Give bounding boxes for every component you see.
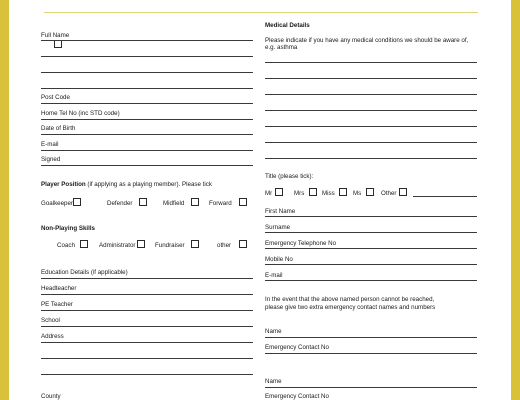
- post-code-label: Post Code: [41, 94, 70, 101]
- address-line-2[interactable]: [41, 72, 253, 73]
- headteacher-line[interactable]: [41, 294, 253, 295]
- school-address-line-3[interactable]: [41, 374, 253, 375]
- page-frame-left: [0, 0, 9, 400]
- extra-contact-2-name-label: Name: [265, 378, 282, 385]
- contact-email-line[interactable]: [265, 280, 477, 281]
- title-tick-label: Title (please tick):: [265, 173, 314, 180]
- full-name-checkbox[interactable]: [54, 40, 62, 48]
- event-instruction-line-1: In the event that the above named person cannot be reached,: [265, 296, 435, 303]
- surname-label: Surname: [265, 224, 291, 231]
- position-defender-checkbox[interactable]: [139, 198, 147, 206]
- school-address-line-1[interactable]: [41, 342, 253, 343]
- skill-fundraiser-label: Fundraiser: [155, 242, 185, 249]
- post-code-line[interactable]: [41, 103, 253, 104]
- page-frame-right: [511, 0, 520, 400]
- title-other-label: Other: [381, 190, 397, 197]
- contact-email-label: E-mail: [265, 272, 283, 279]
- full-name-label: Full Name: [41, 32, 70, 39]
- dob-line[interactable]: [41, 134, 253, 135]
- first-name-label: First Name: [265, 208, 296, 215]
- extra-contact-1-number-line[interactable]: [265, 353, 477, 354]
- medical-line-1[interactable]: [265, 62, 477, 63]
- school-label: School: [41, 317, 60, 324]
- medical-line-3[interactable]: [265, 94, 477, 95]
- emergency-tel-label: Emergency Telephone No: [265, 240, 337, 247]
- position-defender-label: Defender: [107, 200, 133, 207]
- title-mrs-checkbox[interactable]: [309, 188, 317, 196]
- title-other-line[interactable]: [413, 196, 477, 197]
- skill-coach-checkbox[interactable]: [80, 240, 88, 248]
- extra-contact-2-number-label: Emergency Contact No: [265, 393, 329, 400]
- home-tel-line[interactable]: [41, 119, 253, 120]
- school-address-label: Address: [41, 333, 64, 340]
- signed-label: Signed: [41, 156, 61, 163]
- address-line-1[interactable]: [41, 56, 253, 57]
- title-miss-checkbox[interactable]: [339, 188, 347, 196]
- education-line[interactable]: [41, 278, 253, 279]
- skill-other-checkbox[interactable]: [239, 240, 247, 248]
- email-line[interactable]: [41, 150, 253, 151]
- first-name-line[interactable]: [265, 216, 477, 217]
- medical-heading: Medical Details: [265, 22, 310, 29]
- title-mr-label: Mr: [265, 190, 273, 197]
- extra-contact-1-number-label: Emergency Contact No: [265, 344, 329, 351]
- event-instruction-line-2: please give two extra emergency contact names and numbers: [265, 304, 436, 311]
- education-label: Education Details (if applicable): [41, 269, 128, 276]
- headteacher-label: Headteacher: [41, 285, 77, 292]
- signed-line[interactable]: [41, 165, 253, 166]
- medical-line-6[interactable]: [265, 142, 477, 143]
- medical-line-4[interactable]: [265, 110, 477, 111]
- home-tel-label: Home Tel No (inc STD code): [41, 110, 120, 117]
- position-midfield-checkbox[interactable]: [191, 198, 199, 206]
- extra-contact-2-name-line[interactable]: [265, 387, 477, 388]
- address-line-3[interactable]: [41, 88, 253, 89]
- medical-instruction-line-1: Please indicate if you have any medical conditions we should be aware of,: [265, 37, 469, 44]
- medical-line-5[interactable]: [265, 126, 477, 127]
- surname-line[interactable]: [265, 232, 477, 233]
- skill-fundraiser-checkbox[interactable]: [191, 240, 199, 248]
- pe-teacher-label: PE Teacher: [41, 301, 73, 308]
- mobile-label: Mobile No: [265, 256, 293, 263]
- medical-line-2[interactable]: [265, 78, 477, 79]
- title-mr-checkbox[interactable]: [275, 188, 283, 196]
- non-playing-heading: Non-Playing Skills: [41, 225, 95, 232]
- player-position-heading: Player Position (if applying as a playing member). Please tick: [41, 181, 212, 188]
- school-line[interactable]: [41, 326, 253, 327]
- registration-form: [9, 0, 511, 400]
- skill-administrator-checkbox[interactable]: [137, 240, 145, 248]
- position-goalkeeper-checkbox[interactable]: [73, 198, 81, 206]
- medical-line-7[interactable]: [265, 158, 477, 159]
- skill-other-label: other: [217, 242, 232, 249]
- extra-contact-1-name-line[interactable]: [265, 337, 477, 338]
- full-name-line[interactable]: [41, 40, 253, 41]
- emergency-tel-line[interactable]: [265, 248, 477, 249]
- school-address-line-2[interactable]: [41, 358, 253, 359]
- skill-administrator-label: Administrator: [99, 242, 136, 249]
- position-goalkeeper-label: Goalkeeper: [41, 200, 73, 207]
- title-miss-label: Miss: [322, 190, 335, 197]
- extra-contact-1-name-label: Name: [265, 328, 282, 335]
- medical-instruction-line-2: e.g. asthma: [265, 44, 298, 51]
- position-forward-label: Forward: [209, 200, 232, 207]
- title-mrs-label: Mrs: [294, 190, 305, 197]
- top-rule: [44, 12, 478, 13]
- title-ms-label: Ms: [353, 190, 362, 197]
- title-ms-checkbox[interactable]: [366, 188, 374, 196]
- email-label: E-mail: [41, 141, 59, 148]
- position-forward-checkbox[interactable]: [239, 198, 247, 206]
- dob-label: Date of Birth: [41, 125, 76, 132]
- county-label: County: [41, 393, 61, 400]
- pe-teacher-line[interactable]: [41, 310, 253, 311]
- title-other-checkbox[interactable]: [399, 188, 407, 196]
- mobile-line[interactable]: [265, 264, 477, 265]
- position-midfield-label: Midfield: [163, 200, 185, 207]
- skill-coach-label: Coach: [57, 242, 75, 249]
